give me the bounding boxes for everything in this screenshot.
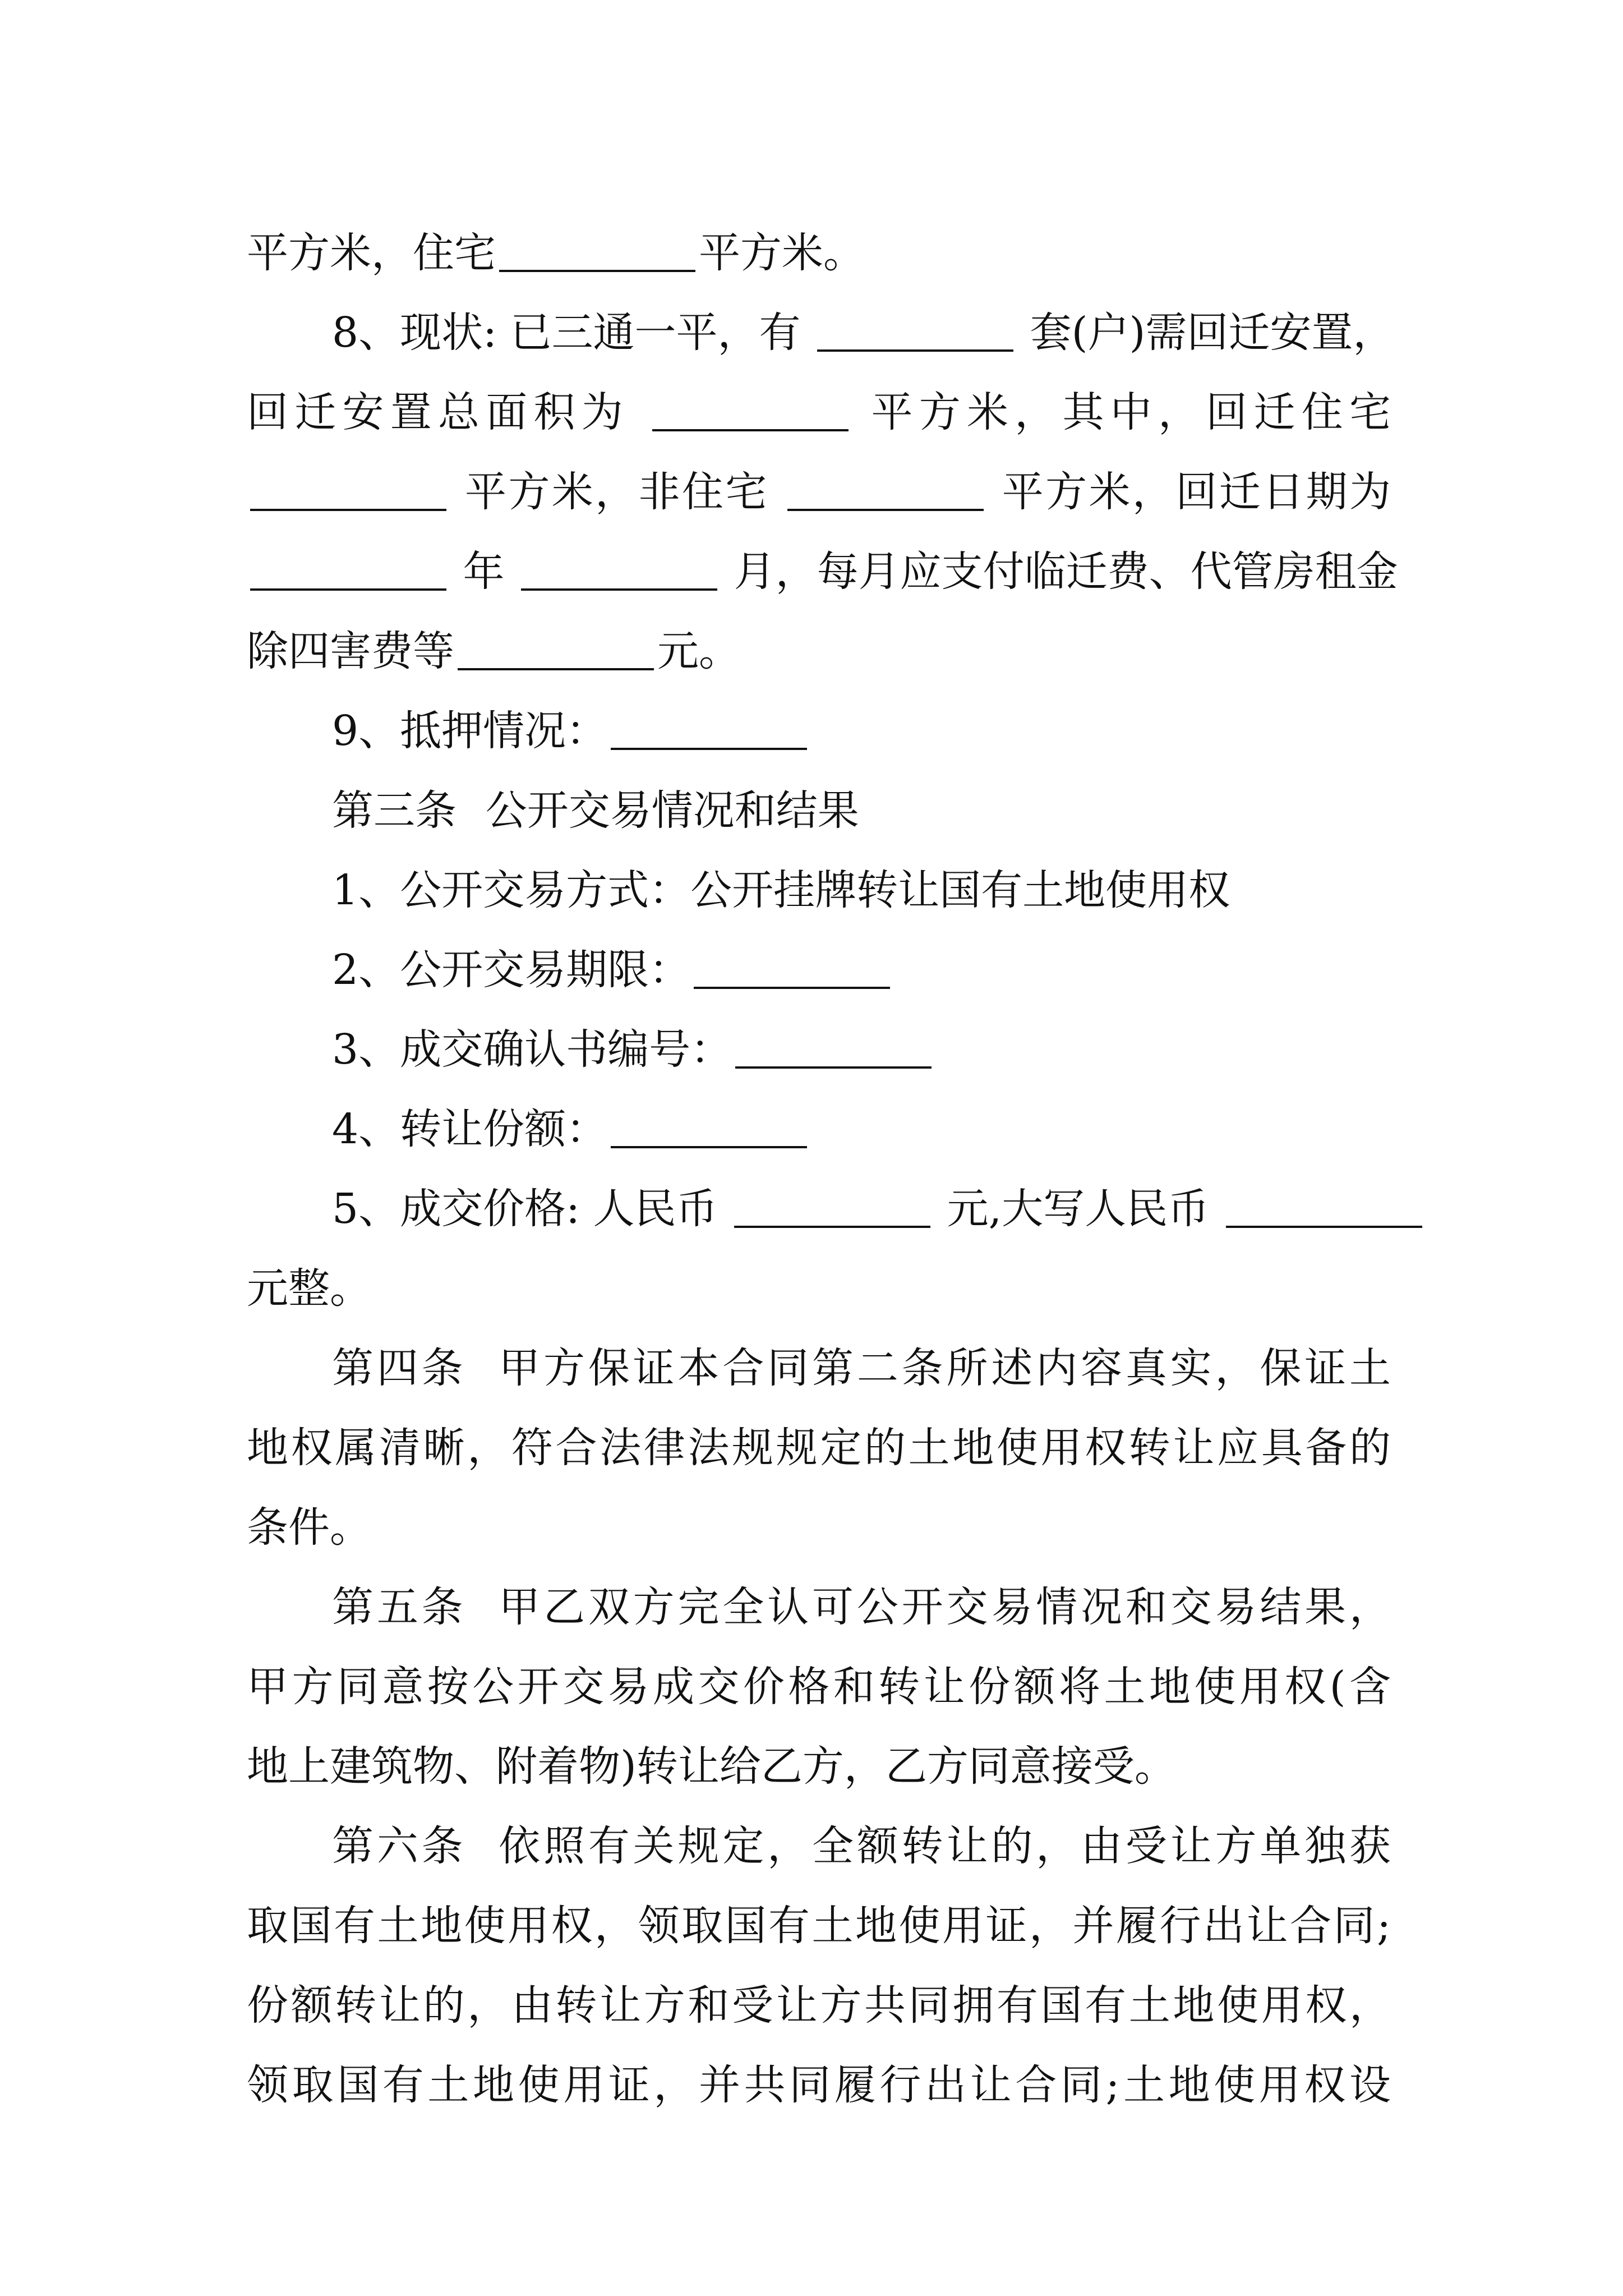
- text-segment: 平方米，回迁日期为: [1002, 468, 1391, 516]
- text-segment: 甲方同意按公开交易成交价格和转让份额将土地使用权(含: [247, 1663, 1391, 1711]
- text-segment: 9、抵押情况：: [332, 707, 608, 755]
- text-segment: 平方米，其中，回迁住宅: [871, 388, 1391, 436]
- text-segment: 地上建筑物、附着物)转让给乙方，乙方同意接受。: [247, 1742, 1176, 1791]
- text-segment: 平方米，非住宅: [464, 468, 769, 516]
- text-line: [247, 611, 1391, 691]
- text-line: [247, 452, 1391, 532]
- text-segment: 元,大写人民币: [947, 1185, 1210, 1233]
- article-number: 第五条: [332, 1583, 467, 1631]
- text-segment: 5、成交价格: 人民币: [332, 1185, 718, 1233]
- text-line: [247, 2045, 1391, 2125]
- text-segment: 甲方保证本合同第二条所述内容真实，保证土: [495, 1344, 1391, 1392]
- text-segment: 4、转让份额：: [332, 1105, 608, 1153]
- text-segment: 条件。: [247, 1503, 371, 1552]
- text-segment: 3、成交确认书编号：: [332, 1025, 732, 1074]
- text-line: [247, 1966, 1391, 2045]
- fill-blank: [250, 470, 446, 511]
- text-line: [247, 1328, 1391, 1408]
- text-line: [247, 213, 1391, 293]
- text-line: [247, 372, 1391, 452]
- text-segment: 2、公开交易期限：: [332, 946, 691, 994]
- text-segment: 回迁安置总面积为: [247, 388, 629, 436]
- text-segment: 领取国有土地使用证，并共同履行出让合同;土地使用权设: [247, 2061, 1391, 2109]
- text-line: [247, 691, 1391, 771]
- text-segment: 甲乙双方完全认可公开交易情况和交易结果，: [495, 1583, 1391, 1631]
- contract-body: [247, 213, 1398, 2125]
- text-segment: 除四害费等: [247, 627, 454, 675]
- text-line: [247, 1806, 1391, 1886]
- text-segment: 年: [463, 547, 505, 596]
- text-segment: 1、公开交易方式：公开挂牌转让国有土地使用权: [332, 866, 1230, 914]
- text-line: [247, 1408, 1391, 1488]
- text-line: [247, 1010, 1391, 1089]
- fill-blank: [817, 310, 1013, 352]
- fill-blank: [458, 629, 654, 670]
- text-line: [247, 1089, 1391, 1169]
- text-segment: 元整。: [247, 1264, 371, 1313]
- fill-blank: [250, 549, 446, 591]
- text-segment: 地权属清晰，符合法律法规规定的土地使用权转让应具备的: [247, 1424, 1391, 1472]
- text-line: [247, 293, 1395, 372]
- fill-blank: [787, 470, 984, 511]
- fill-blank: [611, 708, 807, 750]
- fill-blank: [1226, 1186, 1422, 1228]
- text-segment: 元。: [657, 627, 740, 675]
- text-segment: 平方米。: [699, 229, 865, 277]
- text-segment: 套(户)需回迁安置，: [1030, 309, 1395, 357]
- fill-blank: [521, 549, 717, 591]
- text-segment: 份额转让的，由转让方和受让方共同拥有国有土地使用权，: [247, 1981, 1391, 2030]
- text-line: [247, 850, 1391, 930]
- fill-blank: [652, 390, 849, 431]
- fill-blank: [499, 231, 695, 272]
- text-line: [247, 532, 1398, 611]
- text-line: [247, 930, 1391, 1010]
- section-heading: [247, 771, 1391, 850]
- article-title: 公开交易情况和结果: [485, 786, 859, 835]
- text-line: [247, 1488, 1391, 1567]
- text-segment: 平方米，住宅: [247, 229, 496, 277]
- text-line: [247, 1886, 1391, 1966]
- text-segment: 取国有土地使用权，领取国有土地使用证，并履行出让合同;: [247, 1902, 1391, 1950]
- fill-blank: [694, 947, 890, 989]
- text-line: [247, 1249, 1391, 1328]
- article-number: 第三条: [332, 786, 457, 835]
- text-segment: 8、现状: 已三通一平，有: [332, 309, 801, 357]
- fill-blank: [735, 1027, 932, 1069]
- text-line: [247, 1567, 1391, 1647]
- fill-blank: [611, 1107, 807, 1148]
- article-number: 第四条: [332, 1344, 467, 1392]
- text-segment: 依照有关规定，全额转让的，由受让方单独获: [495, 1822, 1391, 1870]
- text-line: [247, 1727, 1391, 1806]
- text-line: [247, 1169, 1391, 1249]
- article-number: 第六条: [332, 1822, 467, 1870]
- fill-blank: [734, 1186, 930, 1228]
- text-line: [247, 1647, 1391, 1727]
- text-segment: 月，每月应支付临迁费、代管房租金: [734, 547, 1398, 596]
